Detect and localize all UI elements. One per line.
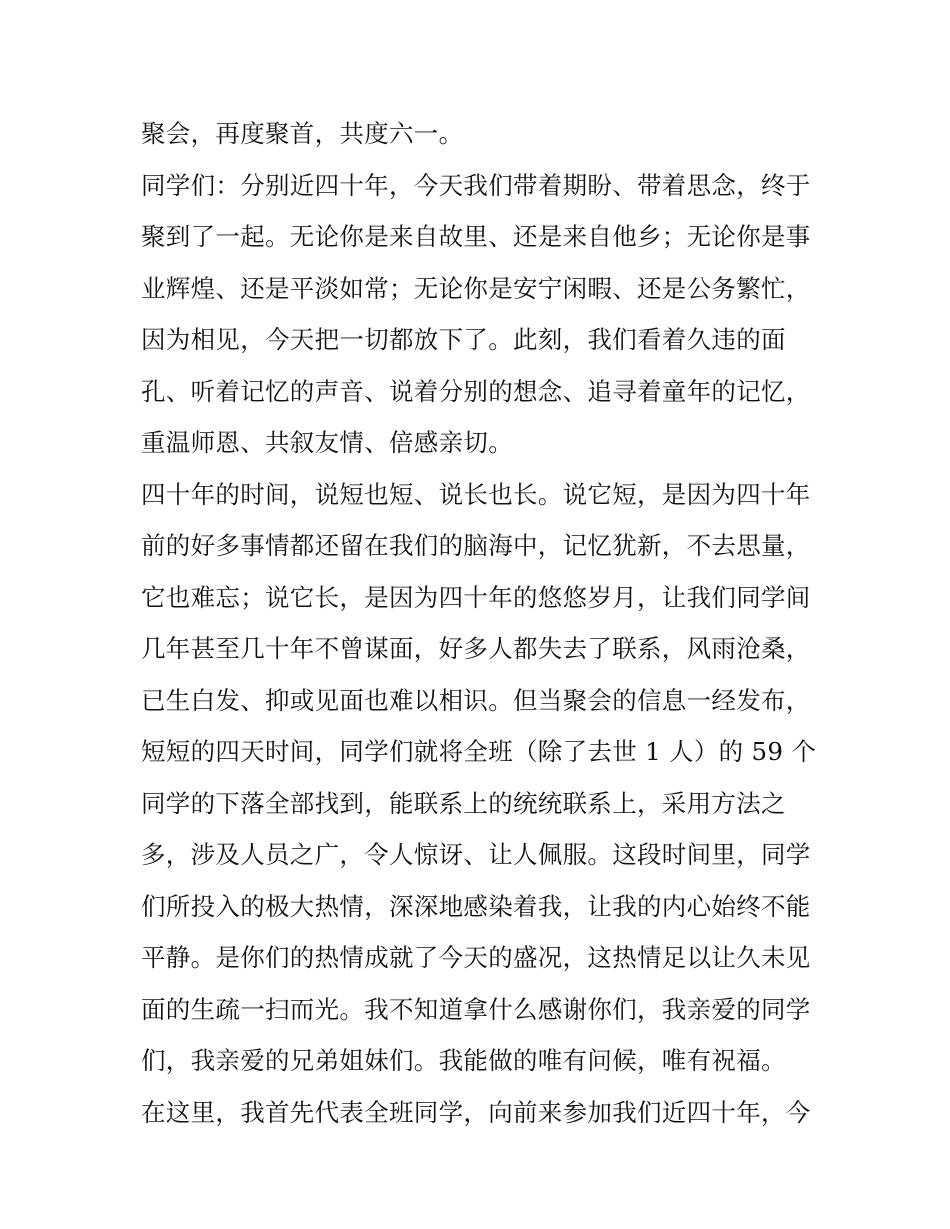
text-line: 同学的下落全部找到，能联系上的统统联系上，采用方法之 bbox=[141, 788, 786, 818]
text-line: 在这里，我首先代表全班同学，向前来参加我们近四十年，今 bbox=[141, 1097, 811, 1127]
text-line: 短短的四天时间，同学们就将全班（除了去世 1 人）的 59 个 bbox=[141, 737, 817, 766]
text-line: 面的生疏一扫而光。我不知道拿什么感谢你们，我亲爱的同学 bbox=[141, 994, 811, 1024]
text-line: 业辉煌、还是平淡如常；无论你是安宁闲暇、还是公务繁忙， bbox=[141, 273, 811, 303]
text-line: 前的好多事情都还留在我们的脑海中，记忆犹新，不去思量， bbox=[141, 531, 811, 560]
text-line: 平静。是你们的热情成就了今天的盛况，这热情足以让久未见 bbox=[141, 943, 811, 972]
text-line: 四十年的时间，说短也短、说长也长。说它短，是因为四十年 bbox=[141, 479, 811, 509]
text-line: 同学们：分别近四十年，今天我们带着期盼、带着思念，终于 bbox=[141, 170, 811, 200]
text-line: 聚到了一起。无论你是来自故里、还是来自他乡；无论你是事 bbox=[141, 222, 811, 251]
text-line: 们所投入的极大热情，深深地感染着我，让我的内心始终不能 bbox=[141, 891, 811, 921]
text-line: 聚会，再度聚首，共度六一。 bbox=[141, 119, 464, 148]
text-line: 孔、听着记忆的声音、说着分别的想念、追寻着童年的记忆， bbox=[141, 376, 811, 406]
text-line: 们，我亲爱的兄弟姐妹们。我能做的唯有问候，唯有祝福。 bbox=[141, 1046, 786, 1075]
text-line: 多，涉及人员之广，令人惊讶、让人佩服。这段时间里，同学 bbox=[141, 840, 811, 869]
text-line: 它也难忘；说它长，是因为四十年的悠悠岁月，让我们同学间 bbox=[141, 582, 811, 612]
body-text bbox=[141, 108, 821, 1138]
text-line: 几年甚至几十年不曾谋面，好多人都失去了联系，风雨沧桑， bbox=[141, 634, 811, 663]
text-line: 重温师恩、共叙友情、倍感亲切。 bbox=[141, 428, 513, 457]
text-line: 因为相见，今天把一切都放下了。此刻，我们看着久违的面 bbox=[141, 325, 786, 354]
text-line: 已生白发、抑或见面也难以相识。但当聚会的信息一经发布， bbox=[141, 685, 811, 715]
